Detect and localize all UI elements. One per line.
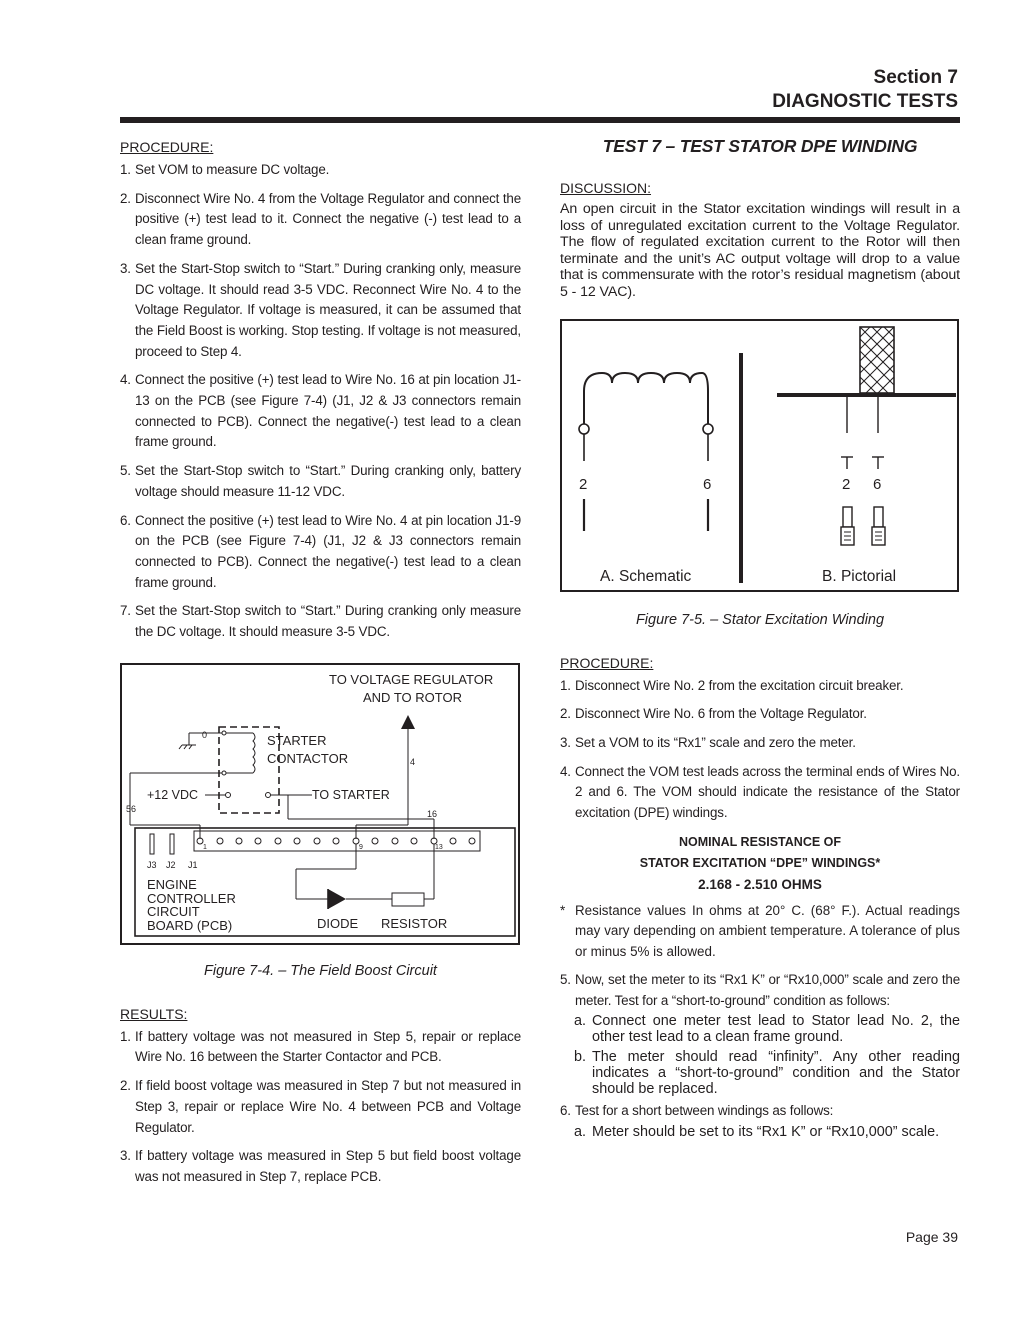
substep: a. Meter should be set to its “Rx1 K” or “Rx10,000” scale. [574,1124,940,1140]
to-starter-label: TO STARTER [312,787,390,802]
procedure-step: 7. Set the Start-Stop switch to “Start.” During cranking only measure the DC voltage. It should measure 3-5 VDC. [120,603,521,640]
field-boost-circuit-figure [120,663,520,945]
pcb-label-1: ENGINE [147,876,197,892]
figure-7-5-caption: Figure 7-5. – Stator Excitation Winding [635,611,885,628]
procedure-step: 6. Test for a short between windings as follows: [560,1103,834,1119]
result-item: 2. If field boost voltage was measured in Step 7 but not measured in Step 3, repair or replace Wire No. 4 between PCB and Voltage Regulator. [120,1078,521,1135]
step-6-substeps [560,1124,960,1140]
procedure-list-right-step6 [560,1101,960,1122]
wire-0-label: 0 [202,729,208,740]
schematic-wire-6-label: 6 [703,475,712,493]
page-number: Page 39 [905,1229,958,1245]
pin-9-label: 9 [359,843,363,851]
procedure-step: 1. Set VOM to measure DC voltage. [120,162,330,177]
nominal-line-2: STATOR EXCITATION “DPE” WINDINGS* [639,855,881,870]
connector-j2 [170,834,174,854]
j2-label: J2 [166,859,176,870]
nominal-line-1: NOMINAL RESISTANCE OF [678,834,842,849]
supply-label: +12 VDC [147,787,199,802]
j3-label: J3 [147,859,157,870]
results-list [120,1027,521,1188]
results-heading: RESULTS: [120,1005,188,1022]
stator-lamination [860,327,894,393]
page-header [772,66,958,114]
substep: b. The meter should read “infinity”. Any other reading indicates a “short-to-ground” condition and the Stator should be replaced. [574,1049,960,1098]
figure-7-4-caption: Figure 7-4. – The Field Boost Circuit [204,962,437,979]
procedure-step: 5. Now, set the meter to its “Rx1 K” or “Rx10,000” scale and zero the meter. Test for a “short-to-ground” condition as follows: [560,971,960,1008]
stator-excitation-figure [560,319,959,592]
pin-13-label: 13 [435,843,443,851]
up-arrow-icon [401,715,415,729]
field-boost-circuit-diagram [122,665,518,943]
diode-icon [328,889,346,909]
schematic-wire-2-label: 2 [579,475,588,493]
section-number: Section 7 [873,67,958,88]
procedure-list-right-cont [560,970,960,1011]
procedure-step: 3. Set a VOM to its “Rx1” scale and zero the meter. [560,734,856,750]
right-column [560,136,960,1144]
pcb-label-3: CIRCUIT [147,903,200,919]
procedure-step: 5. Set the Start-Stop switch to “Start.” During cranking only, battery voltage should measure 11-12 VDC. [120,463,521,499]
stator-excitation-diagram [562,321,957,590]
procedure-list [120,160,521,643]
procedure-step: 3. Set the Start-Stop switch to “Start.” During cranking only, measure DC voltage. It should read 3-5 VDC. Reconnect Wire No. 4 to the Voltage Regulator. If voltage is measured, it can be assumed that the Field Boost is working. Stop testing. If voltage is not measured, proceed to Step 4. [120,260,521,359]
test-title: TEST 7 – TEST STATOR DPE WINDING [602,136,918,156]
j1-label: J1 [188,859,198,870]
wire-56-label: 56 [126,803,137,814]
terminal-6 [874,507,883,527]
procedure-step: 2. Disconnect Wire No. 6 from the Voltage Regulator. [560,706,867,722]
nominal-value: 2.168 - 2.510 OHMS [698,876,822,892]
procedure-list-right [560,676,960,824]
procedure-step: 1. Disconnect Wire No. 2 from the excitation circuit breaker. [560,677,904,693]
connector-j3 [150,834,154,854]
discussion-heading: DISCUSSION: [560,180,652,196]
resistor-label: RESISTOR [381,915,448,931]
procedure-step: 6. Connect the positive (+) test lead to Wire No. 4 at pin location J1-9 on the PCB (see Figure 7-4) (J1, J2 & J3 connectors remain connected to PCB). Connect the negative(-) test lead to a clean frame ground. [120,512,521,590]
pictorial-wire-6-label: 6 [873,475,882,493]
procedure-step: 4. Connect the VOM test leads across the terminal ends of Wires No. 2 and 6. The VOM should indicate the resistance of the Stator excitation (DPE) windings. [560,763,960,821]
starter-label-1: STARTER [267,732,327,748]
schematic-label: A. Schematic [600,567,692,585]
resistor-icon [392,893,424,906]
result-item: 1. If battery voltage was not measured in Step 5, repair or replace Wire No. 16 between the Starter Contactor and PCB. [120,1028,521,1065]
to-regulator-label-2: AND TO ROTOR [363,689,462,705]
result-item: 3. If battery voltage was measured in Step 5 but field boost voltage was not measured in Step 7, replace PCB. [120,1148,521,1184]
procedure-heading: PROCEDURE: [120,139,214,155]
diode-label: DIODE [317,915,359,931]
pictorial-label: B. Pictorial [822,567,897,585]
resistance-footnote: * Resistance values In ohms at 20° C. (68° F.). Actual readings may vary depending on ambient temperature. A tolerance of plus or minus 5% is allowed. [560,902,960,960]
procedure-step: 2. Disconnect Wire No. 4 from the Voltage Regulator and connect the positive (+) test lead to it. Connect the negative (-) test lead to a clean frame ground. [120,190,521,248]
pcb-label-2: CONTROLLER [147,890,236,906]
pcb-label-4: BOARD (PCB) [147,917,233,933]
discussion-text: An open circuit in the Stator excitation windings will result in a loss of unregulated excitation current to the Voltage Regulator. The flow of regulated excitation current to the Rotor will then terminate and the unit’s AC output voltage will drop to a value that is commensurate with the rotor’s residual magnetism (about 5 - 12 VAC). [560,201,960,300]
contactor-coil [253,733,255,773]
section-title: DIAGNOSTIC TESTS [772,91,958,112]
pin-row [197,838,475,844]
pictorial-wire-2-label: 2 [842,475,851,493]
wire-16-label: 16 [427,808,438,819]
left-column [120,136,521,1196]
starter-label-2: CONTACTOR [267,750,349,766]
to-regulator-label-1: TO VOLTAGE REGULATOR [329,671,494,687]
substep: a. Connect one meter test lead to Stator lead No. 2, the other test lead to a clean frame ground. [574,1013,960,1046]
procedure-heading-right: PROCEDURE: [560,654,654,671]
terminal-2 [843,507,852,527]
stator-coil [584,373,708,425]
wire-4-label: 4 [410,756,416,767]
step-5-substeps [560,1013,960,1097]
header-rule [120,117,960,123]
pin-1-label: 1 [203,843,207,851]
nominal-resistance-table [560,832,960,895]
procedure-step: 4. Connect the positive (+) test lead to Wire No. 16 at pin location J1-13 on the PCB (see Figure 7-4) (J1, J2 & J3 connectors remain connected to PCB). Connect the negative(-) test lead to a clean frame ground. [120,372,521,450]
